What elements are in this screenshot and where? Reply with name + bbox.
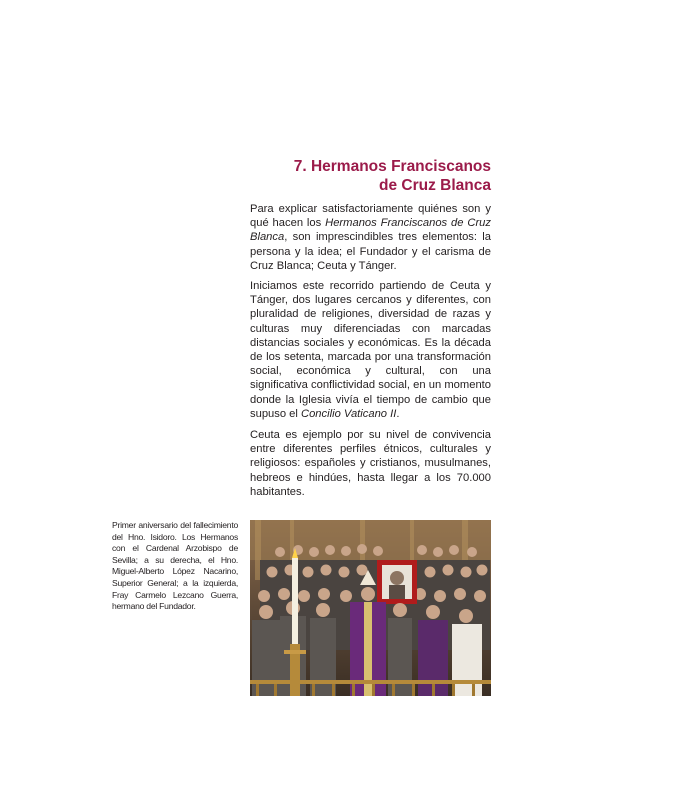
section-heading [250, 157, 491, 195]
paragraph-convivencia: Ceuta es ejemplo por su nivel de convivencia entre diferentes perfiles étnicos, culturales y religiosos: españoles y cristianos, musulmanes, hebreos e hindúes, hasta llegar a los 70.000 habitantes. [250, 429, 491, 498]
paragraph-ceuta-text-1: Iniciamos este recorrido partiendo de Ceuta y Tánger, dos lugares cercanos y diferentes, con pluralidad de religiones, diversidad de razas y culturas muy diferenciadas con marcadas distancias sociales y económicas. Es la década de los setenta, marcada por una transformación social, económica y cultural, con una significativa conflictividad social, en un momento donde la Iglesia vivía el tiempo de cambio que supuso el [250, 280, 491, 420]
paragraph-ceuta-emphasis: Concilio Vaticano II [301, 407, 397, 420]
paragraph-intro-text-1: Para explicar satisfactoriamente quiénes son y qué hacen los [250, 203, 491, 230]
photo-caption: Primer aniversario del fallecimiento del Hno. Isidoro. Los Hermanos con el Cardenal Arzobispo de Sevilla; a su derecha, el Hno. Miguel-Alberto López Nacarino, Superior General; a la izquierda, Fray Carmelo Lezcano Guerra, hermano del Fundador. [112, 520, 238, 612]
paragraph-ceuta-text-2: . [396, 407, 400, 420]
section-title-line2: de Cruz Blanca [379, 177, 491, 194]
section-title-line1: 7. Hermanos Franciscanos [293, 158, 491, 175]
group-photo [250, 520, 491, 696]
paragraph-intro [250, 202, 491, 273]
paragraph-intro-emphasis: Hermanos Franciscanos de Cruz Blanca [250, 217, 491, 244]
paragraph-ceuta-tanger [250, 279, 491, 421]
paragraph-intro-text-2: , son imprescindibles tres elementos: la persona y la idea; el Fundador y el carisma de Cruz Blanca; Ceuta y Tánger. [250, 231, 491, 272]
